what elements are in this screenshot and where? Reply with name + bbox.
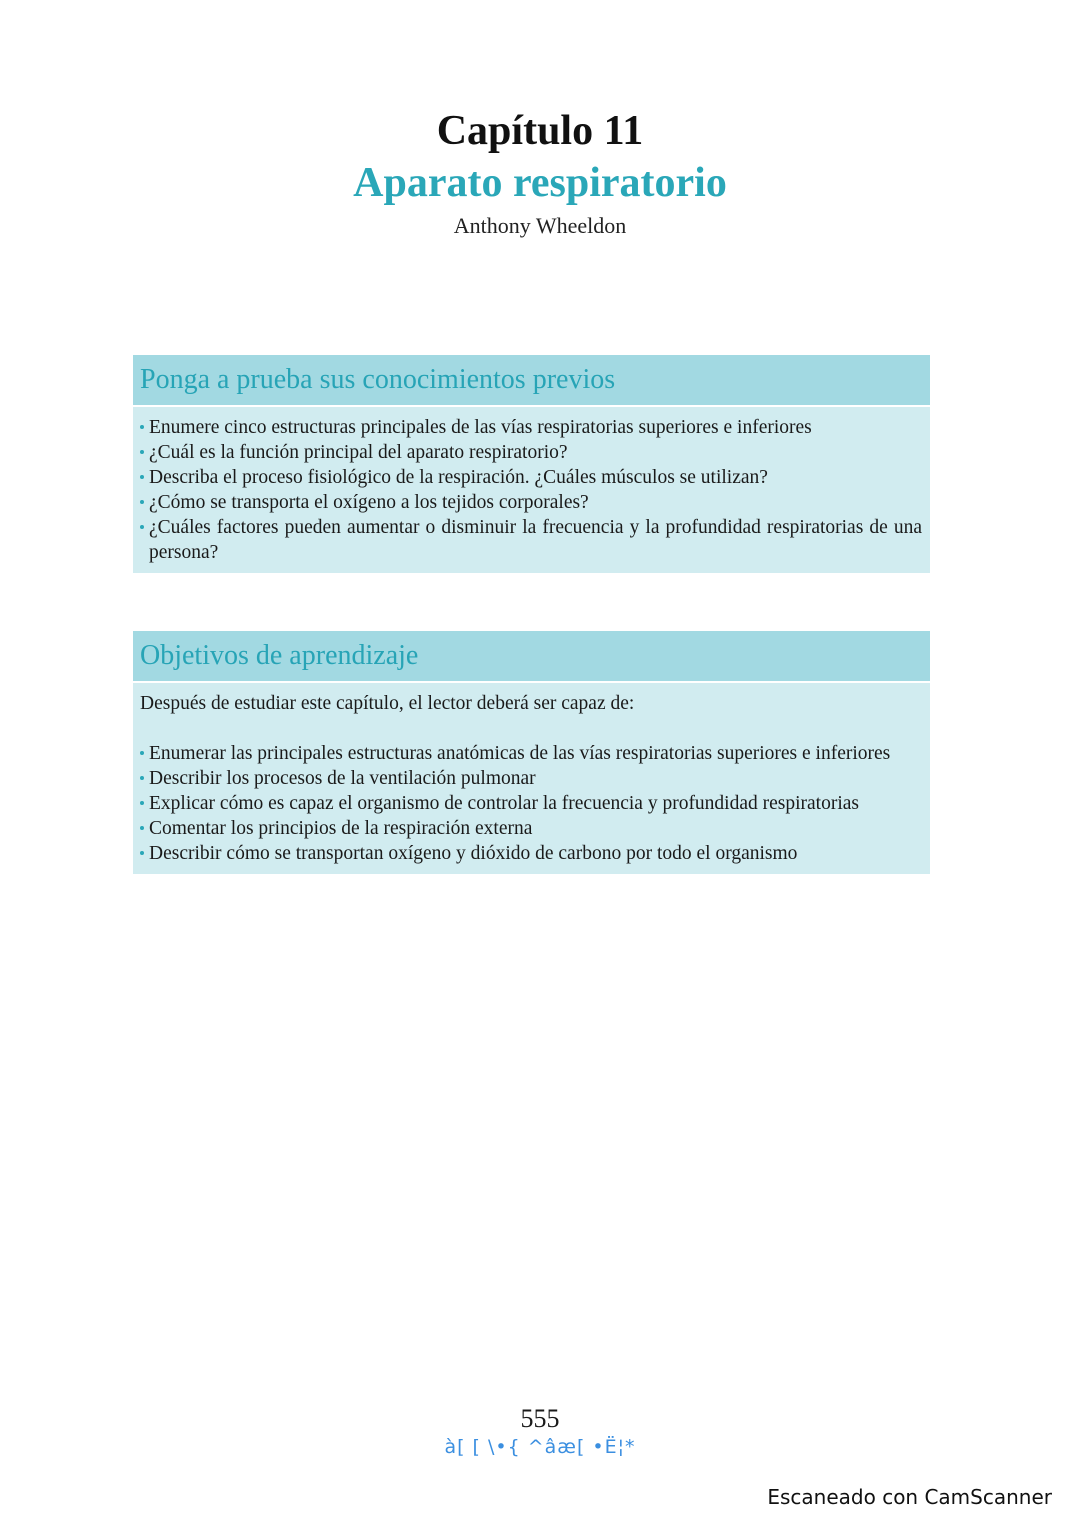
prior-knowledge-box — [133, 355, 930, 573]
list-item: Enumere cinco estructuras principales de las vías respiratorias superiores e inferiores — [140, 415, 922, 440]
chapter-title: Aparato respiratorio — [353, 160, 727, 206]
prior-knowledge-heading: Ponga a prueba sus conocimientos previos — [133, 355, 930, 407]
bullet-icon — [140, 776, 144, 780]
bullet-icon — [140, 425, 144, 429]
list-item: Comentar los principios de la respiración externa — [140, 816, 922, 841]
bullet-icon — [140, 801, 144, 805]
list-item: ¿Cuáles factores pueden aumentar o disminuir la frecuencia y la profundidad respiratorias de una persona? — [140, 515, 922, 565]
list-item: Describa el proceso fisiológico de la respiración. ¿Cuáles músculos se utilizan? — [140, 465, 922, 490]
prior-knowledge-list — [140, 415, 922, 565]
scanner-label: Escaneado con CamScanner — [767, 1485, 1052, 1509]
list-item: Describir los procesos de la ventilación pulmonar — [140, 766, 922, 791]
bullet-icon — [140, 525, 144, 529]
list-item: Describir cómo se transportan oxígeno y dióxido de carbono por todo el organismo — [140, 841, 922, 866]
list-item: Enumerar las principales estructuras anatómicas de las vías respiratorias superiores e inferiores — [140, 741, 922, 766]
prior-knowledge-body — [133, 407, 930, 573]
chapter-author: Anthony Wheeldon — [453, 213, 627, 238]
objectives-intro: Después de estudiar este capítulo, el lector deberá ser capaz de: — [140, 693, 635, 714]
bullet-icon — [140, 500, 144, 504]
bullet-icon — [140, 450, 144, 454]
bullet-icon — [140, 751, 144, 755]
objectives-box — [133, 631, 930, 874]
bullet-icon — [140, 826, 144, 830]
list-item: Explicar cómo es capaz el organismo de controlar la frecuencia y profundidad respiratorias — [140, 791, 922, 816]
list-item: ¿Cuál es la función principal del aparato respiratorio? — [140, 440, 922, 465]
bullet-icon — [140, 475, 144, 479]
bullet-icon — [140, 851, 144, 855]
objectives-body — [133, 683, 930, 874]
chapter-number: Capítulo 11 — [436, 108, 644, 154]
objectives-list — [140, 741, 922, 866]
page-number: 555 — [520, 1404, 560, 1433]
list-item: ¿Cómo se transporta el oxígeno a los tejidos corporales? — [140, 490, 922, 515]
objectives-heading: Objetivos de aprendizaje — [133, 631, 930, 683]
watermark-text: à[ [ \•{ ^âæ[ •Ë¦* — [444, 1436, 636, 1458]
chapter-header — [0, 105, 1080, 241]
